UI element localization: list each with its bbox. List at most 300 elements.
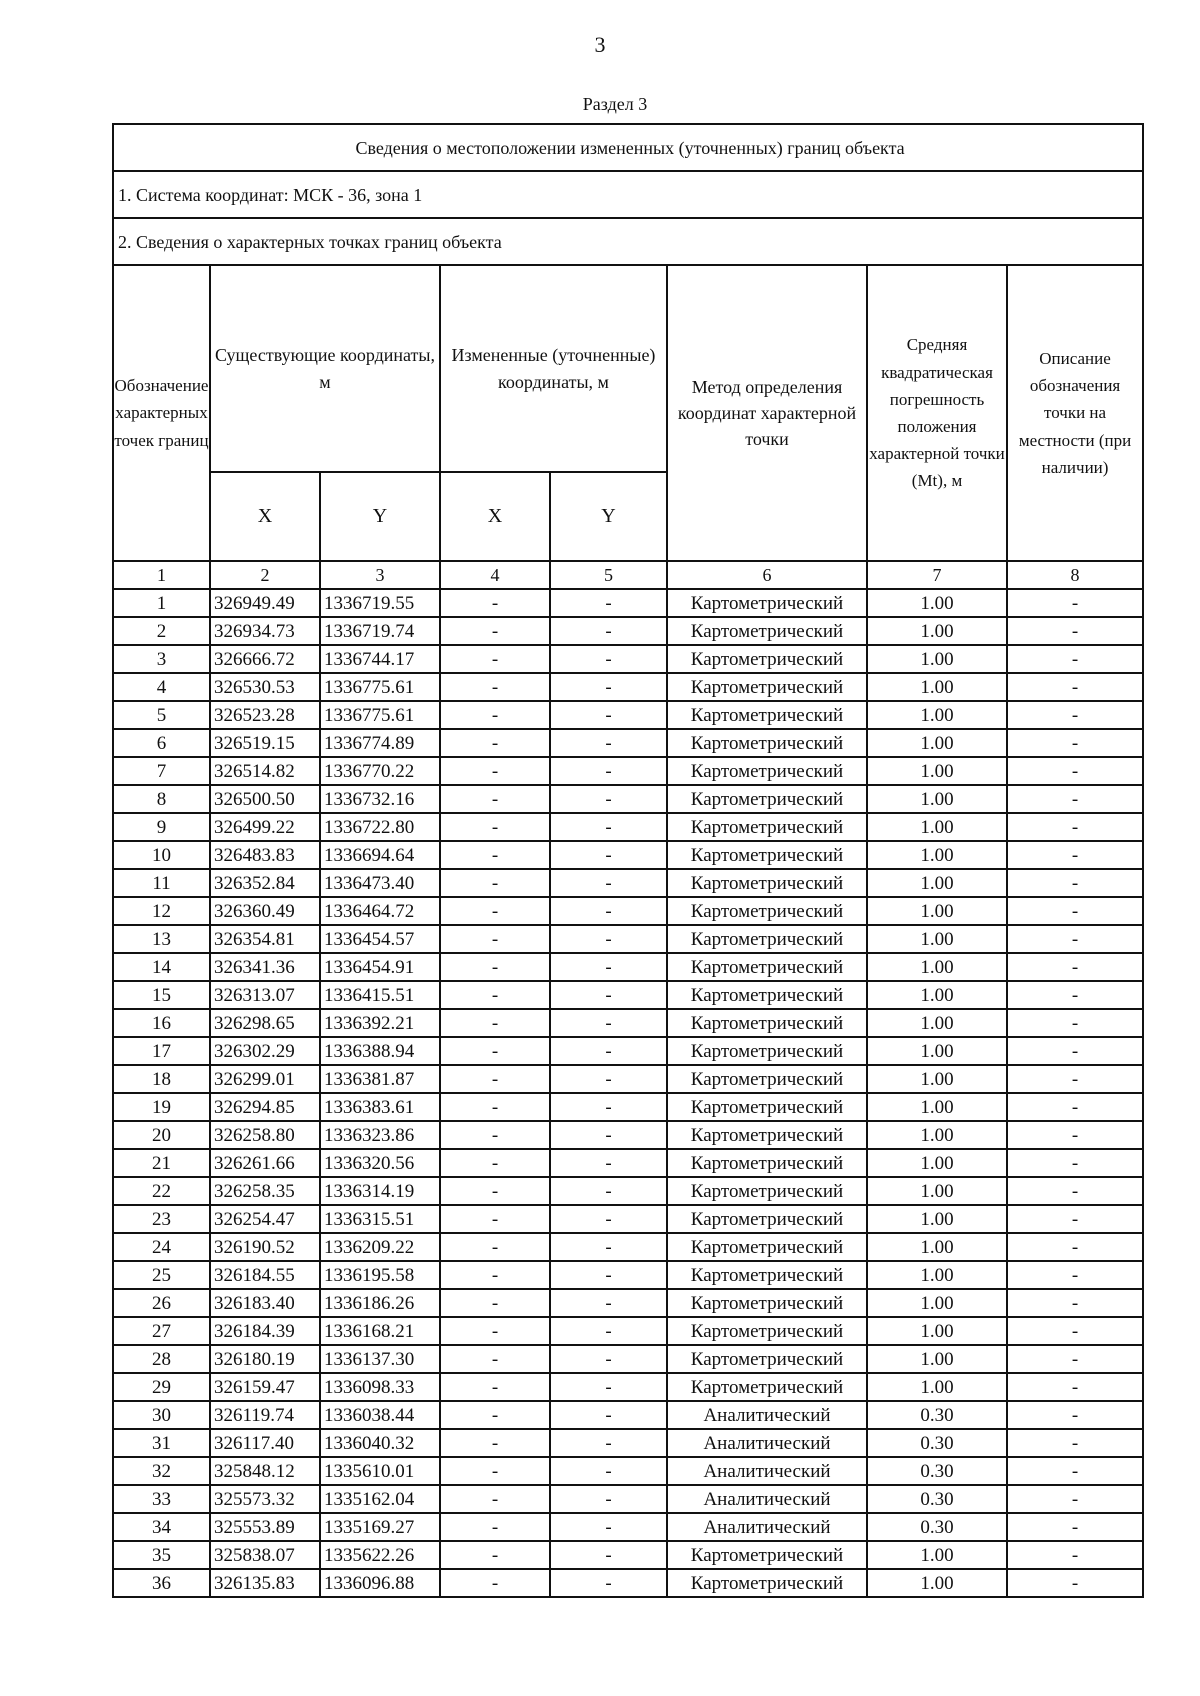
changed-x-cell: - (440, 869, 550, 897)
coordinate-system: 1. Система координат: МСК - 36, зона 1 (113, 171, 1143, 218)
existing-y-cell: 1336775.61 (320, 701, 440, 729)
changed-y-cell: - (550, 617, 667, 645)
point-number-cell: 15 (113, 981, 210, 1009)
table-row (113, 757, 1143, 785)
changed-y-cell: - (550, 1065, 667, 1093)
changed-x-cell: - (440, 1205, 550, 1233)
table-row (113, 701, 1143, 729)
table-row (113, 1457, 1143, 1485)
table-row (113, 589, 1143, 617)
mean-error-cell: 1.00 (867, 1205, 1007, 1233)
point-description-cell: - (1007, 1541, 1143, 1569)
existing-y-cell: 1336744.17 (320, 645, 440, 673)
table-row (113, 869, 1143, 897)
point-description-cell: - (1007, 1401, 1143, 1429)
method-cell: Картометрический (667, 1317, 867, 1345)
method-cell: Картометрический (667, 981, 867, 1009)
method-cell: Картометрический (667, 645, 867, 673)
changed-x-cell: - (440, 897, 550, 925)
point-description-cell: - (1007, 1149, 1143, 1177)
point-number-cell: 34 (113, 1513, 210, 1541)
table-row (113, 1541, 1143, 1569)
method-cell: Картометрический (667, 953, 867, 981)
existing-y-cell: 1336038.44 (320, 1401, 440, 1429)
header-method: Метод определения координат характерной точки (667, 265, 867, 561)
existing-x-cell: 326313.07 (210, 981, 320, 1009)
method-cell: Аналитический (667, 1485, 867, 1513)
mean-error-cell: 1.00 (867, 1121, 1007, 1149)
point-description-cell: - (1007, 1233, 1143, 1261)
changed-y-cell: - (550, 1513, 667, 1541)
changed-x-cell: - (440, 617, 550, 645)
method-cell: Аналитический (667, 1429, 867, 1457)
changed-y-cell: - (550, 589, 667, 617)
changed-x-cell: - (440, 1149, 550, 1177)
point-number-cell: 35 (113, 1541, 210, 1569)
changed-x-cell: - (440, 953, 550, 981)
point-number-cell: 26 (113, 1289, 210, 1317)
mean-error-cell: 1.00 (867, 1345, 1007, 1373)
table-row (113, 1205, 1143, 1233)
point-description-cell: - (1007, 1177, 1143, 1205)
point-description-cell: - (1007, 1317, 1143, 1345)
changed-x-cell: - (440, 785, 550, 813)
point-number-cell: 21 (113, 1149, 210, 1177)
changed-x-cell: - (440, 1177, 550, 1205)
point-description-cell: - (1007, 757, 1143, 785)
table-row (113, 1037, 1143, 1065)
mean-error-cell: 1.00 (867, 1373, 1007, 1401)
mean-error-cell: 0.30 (867, 1457, 1007, 1485)
existing-x-cell: 326523.28 (210, 701, 320, 729)
table-title: Сведения о местоположении измененных (уточненных) границ объекта (113, 124, 1143, 171)
method-cell: Картометрический (667, 1065, 867, 1093)
existing-y-cell: 1336168.21 (320, 1317, 440, 1345)
table-row (113, 1177, 1143, 1205)
existing-y-cell: 1336722.80 (320, 813, 440, 841)
changed-x-cell: - (440, 841, 550, 869)
method-cell: Картометрический (667, 1205, 867, 1233)
point-description-cell: - (1007, 869, 1143, 897)
existing-x-cell: 326258.35 (210, 1177, 320, 1205)
existing-x-cell: 326119.74 (210, 1401, 320, 1429)
table-row (113, 1233, 1143, 1261)
point-number-cell: 2 (113, 617, 210, 645)
changed-y-cell: - (550, 1485, 667, 1513)
mean-error-cell: 1.00 (867, 673, 1007, 701)
existing-x-cell: 326261.66 (210, 1149, 320, 1177)
table-row (113, 645, 1143, 673)
point-number-cell: 32 (113, 1457, 210, 1485)
existing-x-cell: 326184.55 (210, 1261, 320, 1289)
method-cell: Картометрический (667, 1373, 867, 1401)
changed-x-cell: - (440, 1429, 550, 1457)
point-number-cell: 25 (113, 1261, 210, 1289)
header-existing-y: Y (320, 472, 440, 561)
point-description-cell: - (1007, 1093, 1143, 1121)
changed-y-cell: - (550, 785, 667, 813)
existing-y-cell: 1336774.89 (320, 729, 440, 757)
changed-x-cell: - (440, 981, 550, 1009)
point-description-cell: - (1007, 1429, 1143, 1457)
table-row (113, 813, 1143, 841)
point-number-cell: 24 (113, 1233, 210, 1261)
changed-y-cell: - (550, 1205, 667, 1233)
point-number-cell: 33 (113, 1485, 210, 1513)
method-cell: Картометрический (667, 1289, 867, 1317)
point-number-cell: 29 (113, 1373, 210, 1401)
changed-x-cell: - (440, 1065, 550, 1093)
existing-y-cell: 1335169.27 (320, 1513, 440, 1541)
changed-y-cell: - (550, 1373, 667, 1401)
mean-error-cell: 1.00 (867, 589, 1007, 617)
method-cell: Картометрический (667, 757, 867, 785)
table-row (113, 1401, 1143, 1429)
point-number-cell: 9 (113, 813, 210, 841)
mean-error-cell: 1.00 (867, 925, 1007, 953)
mean-error-cell: 1.00 (867, 841, 1007, 869)
existing-y-cell: 1336464.72 (320, 897, 440, 925)
existing-y-cell: 1336770.22 (320, 757, 440, 785)
section-title: Раздел 3 (582, 94, 648, 114)
mean-error-cell: 1.00 (867, 897, 1007, 925)
point-description-cell: - (1007, 1345, 1143, 1373)
changed-y-cell: - (550, 1541, 667, 1569)
method-cell: Картометрический (667, 1121, 867, 1149)
existing-x-cell: 326299.01 (210, 1065, 320, 1093)
table-row (113, 785, 1143, 813)
changed-y-cell: - (550, 1009, 667, 1037)
point-number-cell: 11 (113, 869, 210, 897)
changed-y-cell: - (550, 1345, 667, 1373)
point-description-cell: - (1007, 701, 1143, 729)
changed-x-cell: - (440, 1121, 550, 1149)
method-cell: Картометрический (667, 813, 867, 841)
changed-y-cell: - (550, 729, 667, 757)
changed-y-cell: - (550, 897, 667, 925)
header-existing-coordinates: Существующие координаты, м (210, 265, 440, 472)
changed-y-cell: - (550, 813, 667, 841)
changed-x-cell: - (440, 1093, 550, 1121)
changed-x-cell: - (440, 701, 550, 729)
mean-error-cell: 1.00 (867, 1317, 1007, 1345)
changed-y-cell: - (550, 1177, 667, 1205)
changed-y-cell: - (550, 1261, 667, 1289)
changed-x-cell: - (440, 813, 550, 841)
changed-x-cell: - (440, 1373, 550, 1401)
point-description-cell: - (1007, 1065, 1143, 1093)
existing-x-cell: 326949.49 (210, 589, 320, 617)
method-cell: Картометрический (667, 1345, 867, 1373)
point-number-cell: 19 (113, 1093, 210, 1121)
existing-x-cell: 326354.81 (210, 925, 320, 953)
mean-error-cell: 1.00 (867, 1149, 1007, 1177)
column-number: 2 (210, 561, 320, 589)
changed-x-cell: - (440, 925, 550, 953)
existing-y-cell: 1335162.04 (320, 1485, 440, 1513)
point-description-cell: - (1007, 1373, 1143, 1401)
changed-x-cell: - (440, 1009, 550, 1037)
existing-x-cell: 326514.82 (210, 757, 320, 785)
existing-x-cell: 326159.47 (210, 1373, 320, 1401)
existing-x-cell: 325838.07 (210, 1541, 320, 1569)
table-row (113, 953, 1143, 981)
existing-y-cell: 1336320.56 (320, 1149, 440, 1177)
changed-y-cell: - (550, 1093, 667, 1121)
mean-error-cell: 1.00 (867, 1037, 1007, 1065)
existing-y-cell: 1336719.74 (320, 617, 440, 645)
changed-y-cell: - (550, 981, 667, 1009)
column-number: 4 (440, 561, 550, 589)
point-number-cell: 22 (113, 1177, 210, 1205)
existing-y-cell: 1336195.58 (320, 1261, 440, 1289)
existing-y-cell: 1336381.87 (320, 1065, 440, 1093)
method-cell: Картометрический (667, 1233, 867, 1261)
existing-y-cell: 1336314.19 (320, 1177, 440, 1205)
method-cell: Картометрический (667, 1037, 867, 1065)
table-row (113, 1121, 1143, 1149)
changed-y-cell: - (550, 1037, 667, 1065)
existing-x-cell: 326135.83 (210, 1569, 320, 1597)
method-cell: Картометрический (667, 729, 867, 757)
existing-x-cell: 326519.15 (210, 729, 320, 757)
existing-y-cell: 1336315.51 (320, 1205, 440, 1233)
point-description-cell: - (1007, 1485, 1143, 1513)
changed-x-cell: - (440, 1485, 550, 1513)
changed-x-cell: - (440, 1457, 550, 1485)
table-row (113, 673, 1143, 701)
mean-error-cell: 1.00 (867, 1289, 1007, 1317)
mean-error-cell: 1.00 (867, 869, 1007, 897)
mean-error-cell: 0.30 (867, 1513, 1007, 1541)
point-description-cell: - (1007, 673, 1143, 701)
existing-y-cell: 1336323.86 (320, 1121, 440, 1149)
changed-x-cell: - (440, 1261, 550, 1289)
method-cell: Картометрический (667, 785, 867, 813)
header-mean-error: Средняя квадратическая погрешность положения характерной точки (Mt), м (867, 265, 1007, 561)
existing-x-cell: 326666.72 (210, 645, 320, 673)
existing-y-cell: 1336383.61 (320, 1093, 440, 1121)
existing-y-cell: 1336392.21 (320, 1009, 440, 1037)
point-number-cell: 8 (113, 785, 210, 813)
existing-x-cell: 326530.53 (210, 673, 320, 701)
changed-x-cell: - (440, 1513, 550, 1541)
point-description-cell: - (1007, 813, 1143, 841)
existing-x-cell: 326190.52 (210, 1233, 320, 1261)
changed-y-cell: - (550, 701, 667, 729)
existing-y-cell: 1336454.57 (320, 925, 440, 953)
page-number: 3 (594, 32, 606, 57)
changed-y-cell: - (550, 1569, 667, 1597)
changed-x-cell: - (440, 1541, 550, 1569)
mean-error-cell: 0.30 (867, 1401, 1007, 1429)
method-cell: Аналитический (667, 1401, 867, 1429)
existing-x-cell: 325553.89 (210, 1513, 320, 1541)
table-row (113, 841, 1143, 869)
changed-y-cell: - (550, 1457, 667, 1485)
existing-x-cell: 326934.73 (210, 617, 320, 645)
table-row (113, 1093, 1143, 1121)
changed-y-cell: - (550, 1317, 667, 1345)
method-cell: Картометрический (667, 1009, 867, 1037)
changed-x-cell: - (440, 673, 550, 701)
existing-x-cell: 326254.47 (210, 1205, 320, 1233)
existing-y-cell: 1336186.26 (320, 1289, 440, 1317)
table-row (113, 1261, 1143, 1289)
table-row (113, 1429, 1143, 1457)
existing-y-cell: 1336454.91 (320, 953, 440, 981)
existing-y-cell: 1336096.88 (320, 1569, 440, 1597)
mean-error-cell: 1.00 (867, 981, 1007, 1009)
point-number-cell: 30 (113, 1401, 210, 1429)
changed-y-cell: - (550, 1429, 667, 1457)
point-number-cell: 12 (113, 897, 210, 925)
mean-error-cell: 1.00 (867, 1009, 1007, 1037)
point-description-cell: - (1007, 617, 1143, 645)
column-number: 3 (320, 561, 440, 589)
table-row (113, 1373, 1143, 1401)
existing-x-cell: 325848.12 (210, 1457, 320, 1485)
method-cell: Картометрический (667, 869, 867, 897)
mean-error-cell: 1.00 (867, 617, 1007, 645)
mean-error-cell: 1.00 (867, 1093, 1007, 1121)
existing-y-cell: 1336473.40 (320, 869, 440, 897)
existing-y-cell: 1336040.32 (320, 1429, 440, 1457)
table-row (113, 617, 1143, 645)
existing-y-cell: 1336388.94 (320, 1037, 440, 1065)
method-cell: Картометрический (667, 1177, 867, 1205)
method-cell: Картометрический (667, 589, 867, 617)
method-cell: Картометрический (667, 1261, 867, 1289)
point-description-cell: - (1007, 841, 1143, 869)
method-cell: Картометрический (667, 701, 867, 729)
point-number-cell: 7 (113, 757, 210, 785)
method-cell: Картометрический (667, 925, 867, 953)
changed-y-cell: - (550, 1149, 667, 1177)
point-number-cell: 16 (113, 1009, 210, 1037)
changed-x-cell: - (440, 1317, 550, 1345)
changed-x-cell: - (440, 1345, 550, 1373)
point-number-cell: 31 (113, 1429, 210, 1457)
mean-error-cell: 1.00 (867, 1261, 1007, 1289)
point-description-cell: - (1007, 1121, 1143, 1149)
column-number: 8 (1007, 561, 1143, 589)
mean-error-cell: 1.00 (867, 813, 1007, 841)
point-description-cell: - (1007, 1009, 1143, 1037)
method-cell: Картометрический (667, 1149, 867, 1177)
point-description-cell: - (1007, 1289, 1143, 1317)
changed-y-cell: - (550, 673, 667, 701)
mean-error-cell: 1.00 (867, 1541, 1007, 1569)
changed-y-cell: - (550, 841, 667, 869)
point-number-cell: 13 (113, 925, 210, 953)
existing-y-cell: 1336732.16 (320, 785, 440, 813)
existing-x-cell: 326183.40 (210, 1289, 320, 1317)
point-description-cell: - (1007, 1205, 1143, 1233)
table-row (113, 1345, 1143, 1373)
existing-x-cell: 326180.19 (210, 1345, 320, 1373)
mean-error-cell: 1.00 (867, 1569, 1007, 1597)
point-number-cell: 27 (113, 1317, 210, 1345)
existing-x-cell: 326500.50 (210, 785, 320, 813)
header-designation: Обозначение характерных точек границ (113, 265, 210, 561)
point-description-cell: - (1007, 953, 1143, 981)
point-description-cell: - (1007, 1513, 1143, 1541)
changed-x-cell: - (440, 1037, 550, 1065)
existing-y-cell: 1335610.01 (320, 1457, 440, 1485)
changed-y-cell: - (550, 953, 667, 981)
header-changed-coordinates: Измененные (уточненные) координаты, м (440, 265, 667, 472)
table-row (113, 1009, 1143, 1037)
mean-error-cell: 1.00 (867, 645, 1007, 673)
existing-x-cell: 326184.39 (210, 1317, 320, 1345)
mean-error-cell: 1.00 (867, 729, 1007, 757)
mean-error-cell: 0.30 (867, 1485, 1007, 1513)
mean-error-cell: 1.00 (867, 785, 1007, 813)
existing-y-cell: 1336137.30 (320, 1345, 440, 1373)
changed-x-cell: - (440, 729, 550, 757)
existing-y-cell: 1336415.51 (320, 981, 440, 1009)
changed-y-cell: - (550, 1121, 667, 1149)
point-description-cell: - (1007, 981, 1143, 1009)
changed-y-cell: - (550, 869, 667, 897)
point-number-cell: 28 (113, 1345, 210, 1373)
existing-x-cell: 326341.36 (210, 953, 320, 981)
table-row (113, 897, 1143, 925)
existing-x-cell: 326294.85 (210, 1093, 320, 1121)
changed-x-cell: - (440, 1569, 550, 1597)
method-cell: Картометрический (667, 841, 867, 869)
point-description-cell: - (1007, 1037, 1143, 1065)
mean-error-cell: 0.30 (867, 1429, 1007, 1457)
point-number-cell: 10 (113, 841, 210, 869)
point-number-cell: 3 (113, 645, 210, 673)
column-numbers-row (113, 561, 1143, 589)
method-cell: Картометрический (667, 1541, 867, 1569)
existing-x-cell: 326360.49 (210, 897, 320, 925)
method-cell: Картометрический (667, 897, 867, 925)
method-cell: Картометрический (667, 1093, 867, 1121)
header-changed-y: Y (550, 472, 667, 561)
point-description-cell: - (1007, 589, 1143, 617)
mean-error-cell: 1.00 (867, 1065, 1007, 1093)
table-row (113, 925, 1143, 953)
points-heading: 2. Сведения о характерных точках границ объекта (113, 218, 1143, 265)
table-row (113, 1317, 1143, 1345)
point-number-cell: 36 (113, 1569, 210, 1597)
mean-error-cell: 1.00 (867, 1177, 1007, 1205)
point-description-cell: - (1007, 925, 1143, 953)
boundary-points-table (112, 123, 1144, 1598)
changed-x-cell: - (440, 1289, 550, 1317)
mean-error-cell: 1.00 (867, 1233, 1007, 1261)
existing-x-cell: 326298.65 (210, 1009, 320, 1037)
changed-y-cell: - (550, 1233, 667, 1261)
header-changed-x: X (440, 472, 550, 561)
changed-x-cell: - (440, 1233, 550, 1261)
point-description-cell: - (1007, 1457, 1143, 1485)
point-number-cell: 17 (113, 1037, 210, 1065)
existing-y-cell: 1336098.33 (320, 1373, 440, 1401)
changed-y-cell: - (550, 645, 667, 673)
table-row (113, 1289, 1143, 1317)
point-number-cell: 18 (113, 1065, 210, 1093)
table-row (113, 981, 1143, 1009)
changed-y-cell: - (550, 757, 667, 785)
point-number-cell: 14 (113, 953, 210, 981)
point-description-cell: - (1007, 897, 1143, 925)
table-row (113, 1485, 1143, 1513)
